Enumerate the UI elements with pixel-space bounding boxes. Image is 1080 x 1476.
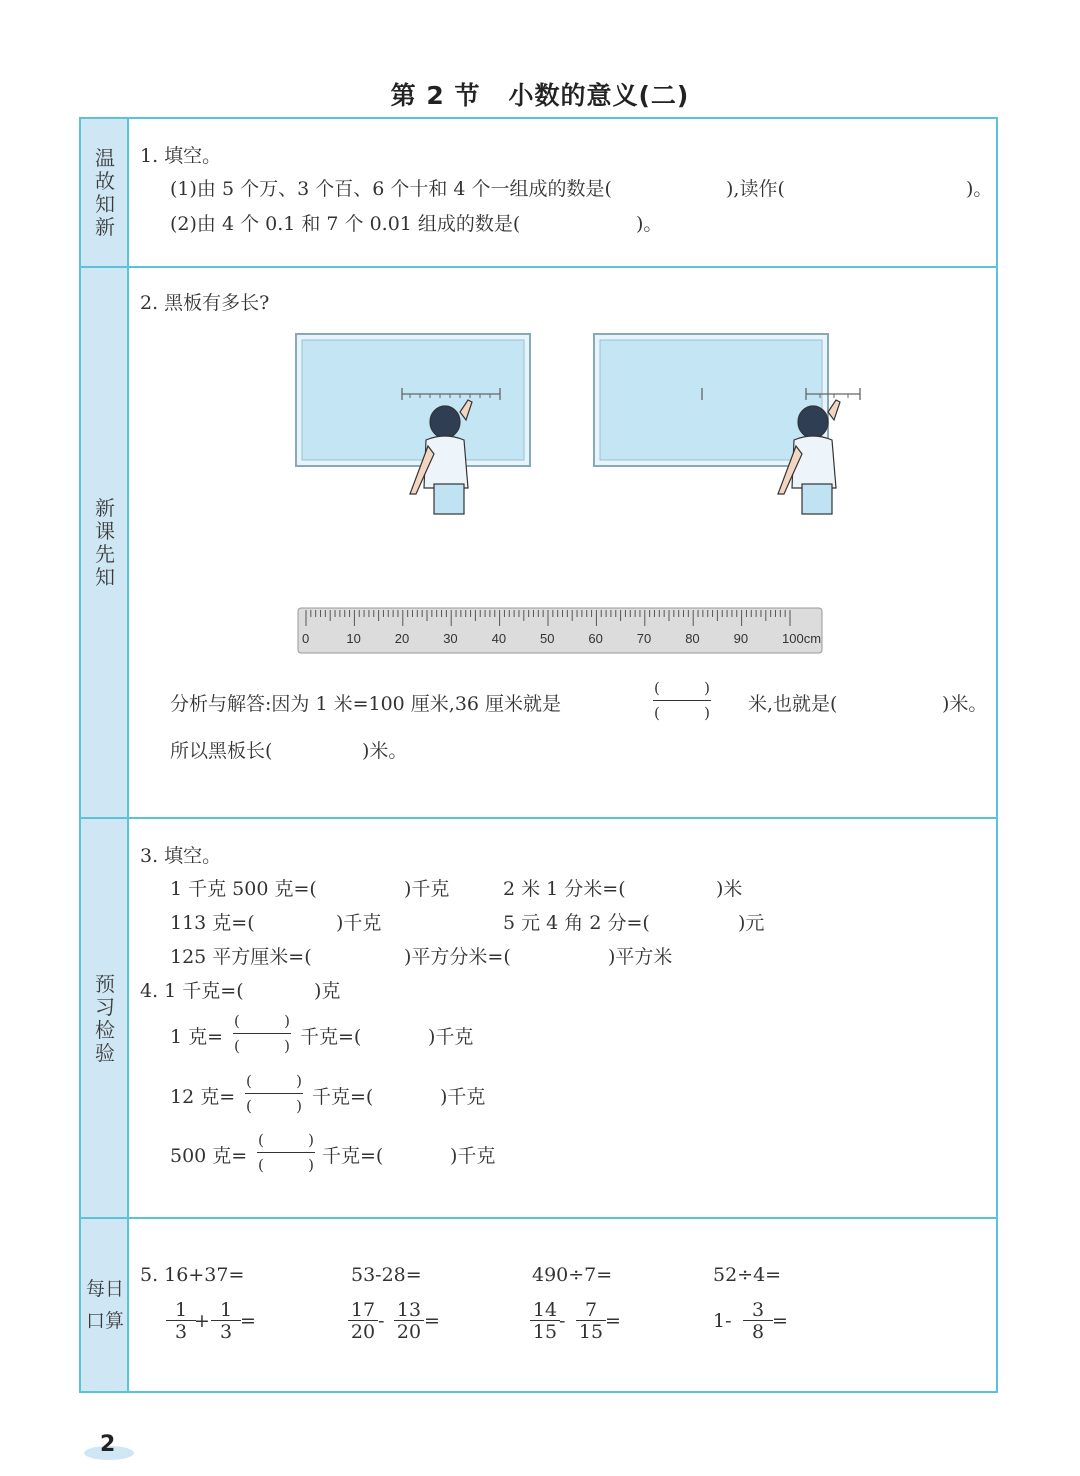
q2-analysis-a: 分析与解答:因为 1 米=100 厘米,36 厘米就是 [170,693,562,715]
q3-r2d: )元 [738,912,765,934]
q1-line1-c: )。 [966,178,993,200]
q5-item-2: 53-28= [351,1264,422,1286]
q5-frac-1a: 1 3 [166,1300,196,1343]
ruler-label: 60 [588,631,603,646]
q5-item-3: 490÷7= [532,1264,613,1286]
q4-b3: )千克 [440,1086,486,1108]
q4-title: 4. 1 千克=( [140,980,244,1002]
q4-b2: 千克=( [312,1086,374,1108]
q3-r2a: 113 克=( [170,912,255,934]
divider [81,266,996,268]
q2-analysis-b: 米,也就是( [748,693,838,715]
q2-conclusion-b: )米。 [362,740,408,762]
q5-eq-4: = [772,1310,788,1332]
q3-r1a: 1 千克 500 克=( [170,878,317,900]
page-number: 2 [84,1432,136,1462]
q2-conclusion-a: 所以黑板长( [170,740,273,762]
q4-title-b: )克 [314,980,341,1002]
divider [81,1217,996,1219]
q5-frac-2a: 17 20 [348,1300,378,1343]
q5-op-2: - [378,1310,385,1332]
section-title: 小数的意义(二) [508,81,690,110]
divider [81,817,996,819]
q4-c-fraction: ( ) ( ) [258,1131,314,1174]
q5-op-3: - [559,1310,566,1332]
ruler-label: 100cm [782,631,822,646]
q1-line1-b: ),读作( [726,178,785,200]
q3-r1b: )千克 [404,878,450,900]
label-review: 温 故 知 新 [95,146,115,239]
q2-analysis-c: )米。 [942,693,988,715]
q5-whole-4: 1- [713,1310,732,1332]
q4-c1: 500 克= [170,1145,248,1167]
q4-a-fraction: ( ) ( ) [234,1012,290,1055]
section-sidebar [81,119,129,1391]
q3-r1d: )米 [716,878,743,900]
ruler-label: 40 [491,631,507,646]
label-preview-check: 预 习 检 验 [95,972,115,1065]
q4-a2: 千克=( [300,1026,362,1048]
q4-a1: 1 克= [170,1026,224,1048]
q5-frac-1b: 1 3 [211,1300,241,1343]
q1-title: 1. 填空。 [140,145,222,167]
q5-frac-2b: 13 20 [394,1300,424,1343]
q1-line1-a: (1)由 5 个万、3 个百、6 个十和 4 个一组成的数是( [170,178,612,200]
q5-op-1: + [194,1310,210,1332]
q3-r1c: 2 米 1 分米=( [503,878,626,900]
page-title [0,76,1080,112]
ruler-label: 70 [636,631,652,646]
ruler-label: 0 [302,631,310,646]
q1-line2-a: (2)由 4 个 0.1 和 7 个 0.01 组成的数是( [170,213,521,235]
q3-r2c: 5 元 4 角 2 分=( [503,912,650,934]
q4-b-fraction: ( ) ( ) [246,1072,302,1115]
label-daily-calc: 每日 口算 [85,1278,124,1332]
q3-title: 3. 填空。 [140,845,222,867]
q5-eq-1: = [240,1310,256,1332]
ruler-label: 10 [346,631,361,646]
q1-line2-b: )。 [636,213,663,235]
q3-r3b: )平方分米=( [404,946,511,968]
ruler-label: 20 [394,631,410,646]
q3-r3c: )平方米 [608,946,673,968]
ruler-label: 90 [733,631,749,646]
blackboard-illustration [290,328,870,663]
ruler-label: 80 [685,631,700,646]
q2-title: 2. 黑板有多长? [140,292,270,314]
q5-item-1: 5. 16+37= [140,1264,245,1286]
q4-a3: )千克 [428,1026,474,1048]
q5-frac-3a: 14 15 [530,1300,560,1343]
q4-c2: 千克=( [322,1145,384,1167]
q4-c3: )千克 [450,1145,496,1167]
q4-b1: 12 克= [170,1086,236,1108]
section-number: 第 2 节 [390,81,481,110]
q3-r3a: 125 平方厘米=( [170,946,312,968]
q3-r2b: )千克 [336,912,382,934]
ruler-label: 30 [443,631,458,646]
q5-item-4: 52÷4= [713,1264,782,1286]
ruler-label: 50 [540,631,555,646]
q2-fraction-blank: ( ) ( ) [654,679,710,722]
label-new-lesson: 新 课 先 知 [95,496,115,589]
q5-frac-3b: 7 15 [576,1300,606,1343]
q5-frac-4: 3 8 [743,1300,773,1343]
q5-eq-3: = [605,1310,621,1332]
q5-eq-2: = [424,1310,440,1332]
